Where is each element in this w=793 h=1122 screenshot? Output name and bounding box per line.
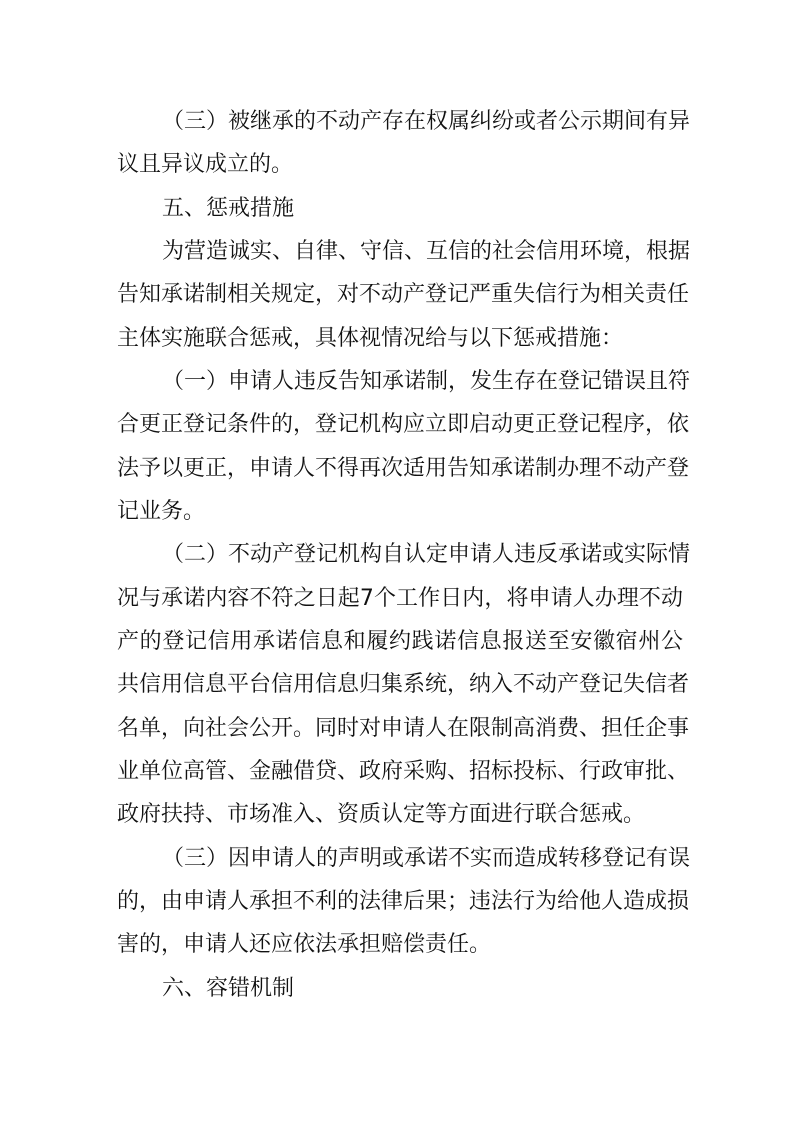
paragraph-line: （二）不动产登记机构自认定申请人违反承诺或实际情 [162,542,691,567]
paragraph-line: （一）申请人违反告知承诺制，发生存在登记错误且符 [162,369,691,394]
paragraph-line: 害的，申请人还应依法承担赔偿责任。 [117,932,492,957]
paragraph-line: 告知承诺制相关规定，对不动产登记严重失信行为相关责任 [117,282,690,307]
paragraph-line: 业单位高管、金融借贷、政府采购、招标投标、行政审批、 [117,759,690,784]
section-heading-5: 五、惩戒措施 [162,196,295,221]
paragraph-line: 政府扶持、市场准入、资质认定等方面进行联合惩戒。 [117,802,646,827]
paragraph-line: 法予以更正，申请人不得再次适用告知承诺制办理不动产登 [117,456,690,481]
section-heading-6: 六、容错机制 [162,976,295,1001]
paragraph-line: 记业务。 [117,499,206,524]
paragraph-line: 况与承诺内容不符之日起7个工作日内，将申请人办理不动 [117,586,683,611]
paragraph-line: 合更正登记条件的，登记机构应立即启动更正登记程序，依 [117,412,690,437]
paragraph-line: 的，由申请人承担不利的法律后果；违法行为给他人造成损 [117,889,690,914]
paragraph-line: 议且异议成立的。 [117,152,294,177]
paragraph-line: 共信用信息平台信用信息归集系统，纳入不动产登记失信者 [117,672,690,697]
paragraph-line: 为营造诚实、自律、守信、互信的社会信用环境，根据 [162,239,691,264]
paragraph-line: 产的登记信用承诺信息和履约践诺信息报送至安徽宿州公 [117,629,683,654]
paragraph-line: 主体实施联合惩戒，具体视情况给与以下惩戒措施： [117,326,624,351]
paragraph-line: （三）因申请人的声明或承诺不实而造成转移登记有误 [162,846,691,871]
paragraph-line: 名单，向社会公开。同时对申请人在限制高消费、担任企事 [117,716,690,741]
paragraph-line: （三）被继承的不动产存在权属纠纷或者公示期间有异 [162,109,691,134]
